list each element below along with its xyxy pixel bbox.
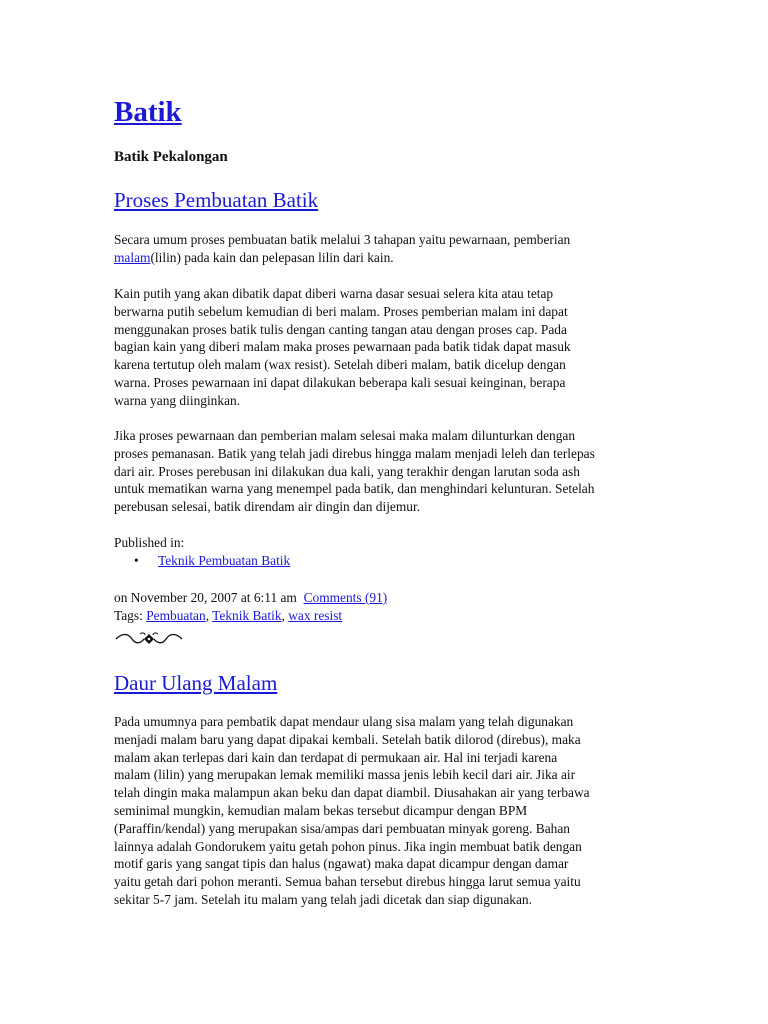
paragraph-line: bagian kain yang diberi malam maka proses pewarnaan pada batik tidak dapat masuk <box>114 339 571 355</box>
paragraph-line: karena tertutup oleh malam (wax resist). Setelah diberi malam, batik dicelup dengan <box>114 357 566 373</box>
post-date: on November 20, 2007 at 6:11 am <box>114 590 297 605</box>
paragraph-line: malam (lilin) yang merupakan lemak memiliki massa jenis lebih kecil dari air. Jika air <box>114 767 576 783</box>
ornamental-divider-icon <box>114 630 184 648</box>
site-description: Batik Pekalongan <box>114 149 228 165</box>
paragraph-line: sekitar 5-7 jam. Setelah itu malam yang telah jadi dicetak dan siap digunakan. <box>114 891 532 907</box>
paragraph-line: perebusan selesai, batik direndam air dingin dan dijemur. <box>114 499 421 515</box>
paragraph-line: menjadi malam baru yang dapat dipakai kembali. Setelah batik dilorod (direbus), maka <box>114 731 581 747</box>
paragraph-line: seminimal mungkin, kemudian malam bekas tersebut dicampur dengan BPM <box>114 802 528 818</box>
post-paragraph <box>114 285 674 410</box>
paragraph-line: yaitu getah dari pohon meranti. Semua bahan tersebut direbus hingga larut semua yaitu <box>114 874 581 890</box>
tag-link-teknik-batik[interactable]: Teknik Batik <box>212 608 282 623</box>
paragraph-line: malam akan terlepas dari kain dan terdapat di permukaan air. Hal ini terjadi karena <box>114 749 558 765</box>
category-link[interactable]: Teknik Pembuatan Batik <box>158 553 291 568</box>
post-title-link-proses[interactable]: Proses Pembuatan Batik <box>114 188 319 212</box>
tags-label: Tags: <box>114 608 143 623</box>
post-tags: Tags: Pembuatan, Teknik Batik, wax resist <box>114 608 343 623</box>
post-meta <box>114 589 387 607</box>
paragraph-line: (Paraffin/kendal) yang merupakan sisa/ampas dari pembuatan minyak goreng. Bahan <box>114 820 571 836</box>
category-item <box>114 552 290 570</box>
site-title <box>114 92 182 132</box>
paragraph-line: untuk mematikan warna yang menempel pada batik, dan menghindari kelunturan. Setelah <box>114 481 595 497</box>
paragraph-line: warna. Proses pewarnaan ini dapat dilakukan beberapa kali sesuai keinginan, berapa <box>114 374 566 390</box>
post-title <box>114 669 277 697</box>
paragraph-line: lainnya adalah Gondorukem yaitu getah pohon pinus. Jika ingin membuat batik dengan <box>114 838 582 854</box>
published-label: Published in: <box>114 535 185 550</box>
post-paragraph <box>114 427 674 516</box>
category-list <box>114 552 290 570</box>
paragraph-line: dari air. Proses perebusan ini dilakukan dua kali, yang terakhir dengan larutan soda ash <box>114 463 580 479</box>
tag-link-wax-resist[interactable]: wax resist <box>288 608 343 623</box>
post-title <box>114 186 318 214</box>
paragraph-text: (lilin) pada kain dan pelepasan lilin dari kain. <box>150 249 394 265</box>
post-title-link-daur-ulang[interactable]: Daur Ulang Malam <box>114 671 278 695</box>
paragraph-line: Pada umumnya para pembatik dapat mendaur ulang sisa malam yang telah digunakan <box>114 714 574 729</box>
comments-link[interactable]: Comments (91) <box>303 590 388 605</box>
paragraph-line: telah dingin maka malampun akan beku dan dapat diambil. Diusahakan air yang terbawa <box>114 785 590 801</box>
paragraph-line: berwarna putih sebelum kemudian di beri malam. Proses pemberian malam ini dapat <box>114 303 568 319</box>
post-paragraph <box>114 231 674 267</box>
site-title-link[interactable]: Batik <box>114 96 182 128</box>
paragraph-line: Kain putih yang akan dibatik dapat diberi warna dasar sesuai selera kita atau tetap <box>114 286 554 301</box>
paragraph-line: motif garis yang sangat tipis dan halus (ngawat) maka dapat dicampur dengan damar <box>114 856 569 872</box>
paragraph-line: Secara umum proses pembuatan batik melalui 3 tahapan yaitu pewarnaan, pemberian <box>114 232 571 247</box>
post-paragraph <box>114 713 674 909</box>
paragraph-line: Jika proses pewarnaan dan pemberian malam selesai maka malam dilunturkan dengan <box>114 428 576 443</box>
paragraph-line <box>114 249 674 267</box>
tag-link-pembuatan[interactable]: Pembuatan <box>146 608 206 623</box>
paragraph-line: proses pemanasan. Batik yang telah jadi direbus hingga malam menjadi leleh dan terlepas <box>114 445 595 461</box>
paragraph-line: menggunakan proses batik tulis dengan canting tangan atau dengan proses cap. Pada <box>114 321 567 337</box>
paragraph-line: warna yang diinginkan. <box>114 392 241 408</box>
malam-link[interactable]: malam <box>114 249 151 265</box>
